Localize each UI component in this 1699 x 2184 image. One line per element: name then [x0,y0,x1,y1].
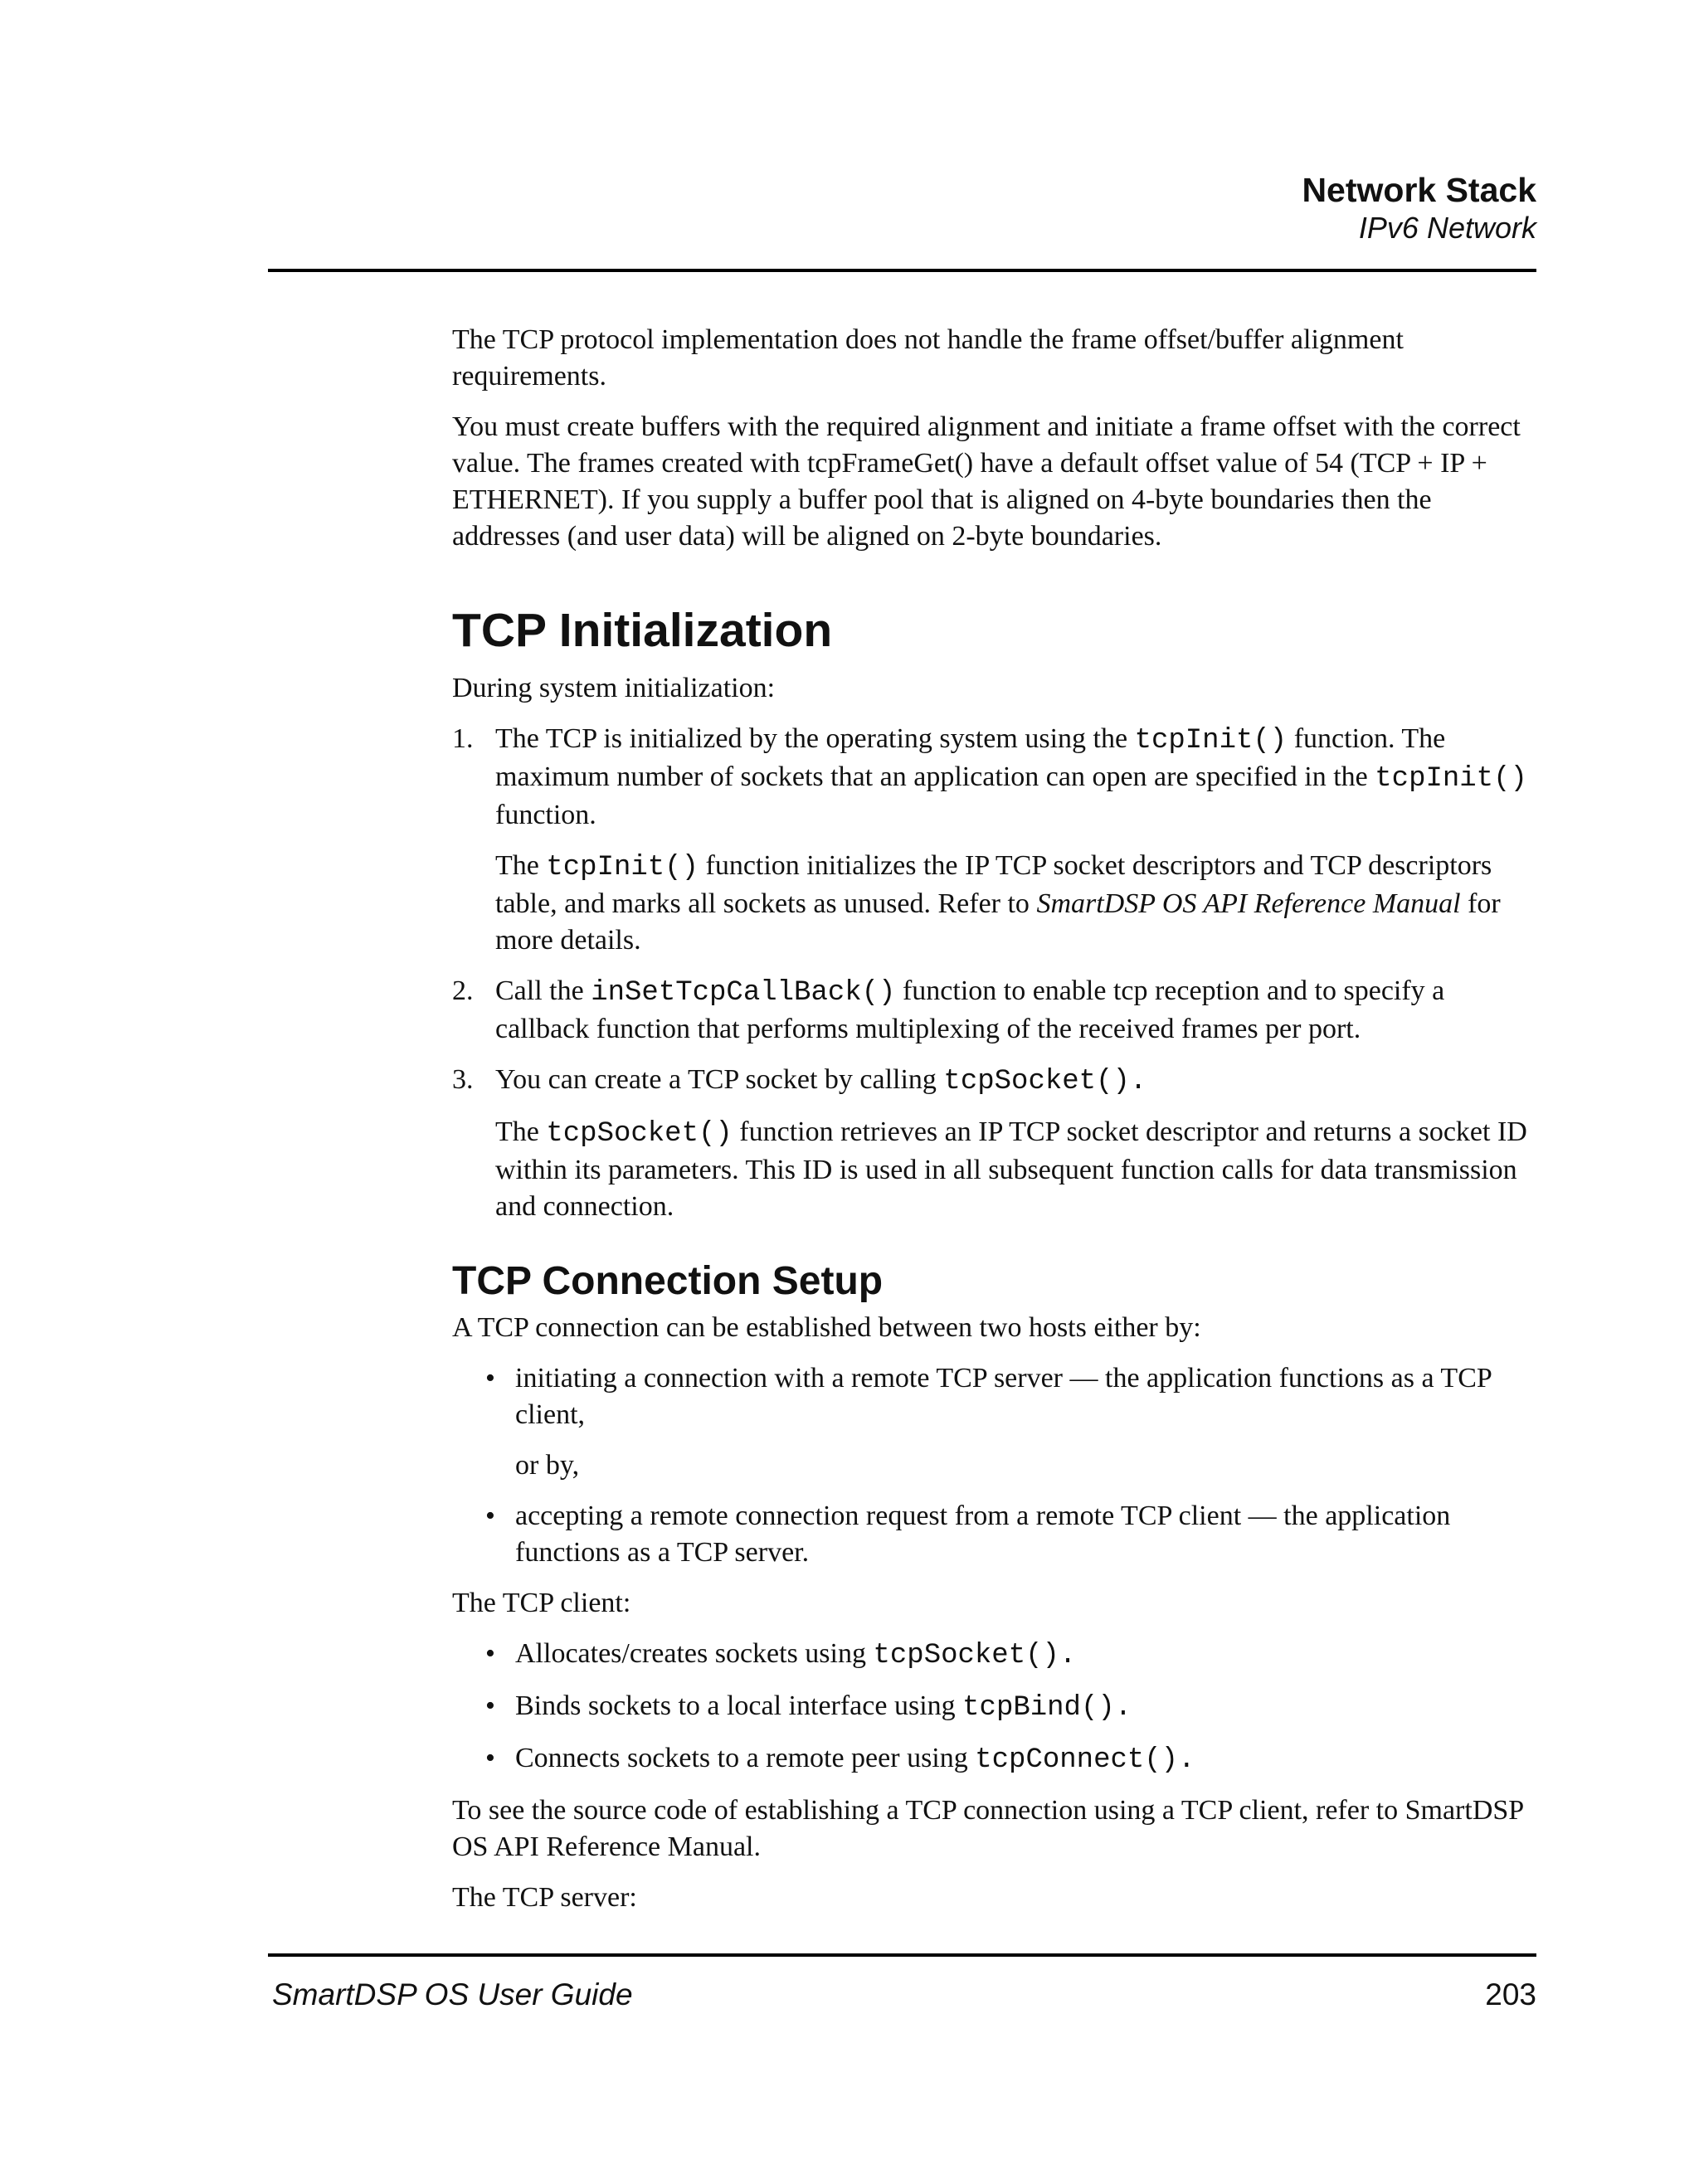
tcp-initialization-heading: TCP Initialization [452,604,833,657]
init-step-2 [452,973,1539,1048]
connection-modes-list-2 [452,1498,1539,1571]
chapter-title: Network Stack [1302,171,1536,209]
tcp-connection-setup-heading: TCP Connection Setup [452,1259,884,1303]
list-item-text: Allocates/creates sockets using tcpSocket(). [515,1638,1077,1671]
list-item-text: accepting a remote connection request from a remote TCP client — the application functions as a TCP server. [515,1501,1451,1568]
server-lead: The TCP server: [452,1882,637,1913]
code-tcpinit: tcpInit() [1375,763,1527,795]
connection-modes-list [452,1360,1539,1433]
init-step-3 [452,1062,1539,1225]
header-rule [268,269,1536,272]
code-insettcpcallback: inSetTcpCallBack() [591,977,896,1009]
list-item [452,1688,1539,1726]
list-item [452,1360,1539,1433]
step-text: You can create a TCP socket by calling tcpSocket(). [495,1064,1147,1097]
page-header [1302,170,1536,246]
init-step-1 [452,721,1539,959]
bullet-icon: • [485,1501,495,1531]
page-number: 203 [1485,1977,1536,2011]
list-item [452,1498,1539,1571]
bullet-icon: • [485,1638,495,1669]
code-tcpsocket: tcpSocket(). [943,1066,1147,1097]
init-steps [452,721,1539,1225]
code-tcpinit: tcpInit() [1134,725,1288,756]
step-number: 1. [452,723,474,754]
manual-reference: SmartDSP OS API Reference Manual [1036,888,1461,919]
bullet-icon: • [485,1743,495,1773]
code-tcpbind: tcpBind(). [962,1692,1132,1724]
list-item [452,1636,1539,1674]
section-title: IPv6 Network [1358,211,1536,245]
list-item-text: Connects sockets to a remote peer using tcpConnect(). [515,1743,1195,1776]
page-content [452,322,1539,1930]
client-lead: The TCP client: [452,1588,631,1618]
code-tcpinit: tcpInit() [546,852,699,883]
step-subtext: The tcpInit() function initializes the IP TCP socket descriptors and TCP descriptors table, and marks all sockets as unused. Refer to SmartDSP OS API Reference Manual for more details. [495,850,1501,956]
setup-lead: A TCP connection can be established between two hosts either by: [452,1312,1201,1343]
footer-rule [268,1953,1536,1957]
step-text: Call the inSetTcpCallBack() function to enable tcp reception and to specify a callback function that performs multiplexing of the received frames per port. [495,975,1445,1044]
code-tcpsocket: tcpSocket() [546,1118,733,1150]
bullet-icon: • [485,1363,495,1394]
source-note: To see the source code of establishing a TCP connection using a TCP client, refer to SmartDSP OS API Reference Manual. [452,1795,1523,1862]
init-lead: During system initialization: [452,673,776,703]
footer-title: SmartDSP OS User Guide [272,1977,633,2011]
step-text: The TCP is initialized by the operating system using the tcpInit() function. The maximum number of sockets that an application can open are specified in the tcpInit() function. [495,723,1527,830]
code-tcpsocket: tcpSocket(). [873,1640,1077,1671]
intro-paragraph-2: You must create buffers with the required alignment and initiate a frame offset with the correct value. The frames created with tcpFrameGet() have a default offset value of 54 (TCP + IP + ETHERNET). If you supply a buffer pool that is aligned on 4-byte boundaries then the addresses (and user data) will be aligned on 2-byte boundaries. [452,411,1521,552]
client-steps-list [452,1636,1539,1778]
or-by-text: or by, [515,1450,580,1481]
list-item-text: Binds sockets to a local interface using tcpBind(). [515,1690,1132,1724]
code-tcpconnect: tcpConnect(). [975,1744,1195,1776]
bullet-icon: • [485,1690,495,1721]
step-number: 2. [452,975,474,1006]
intro-paragraph-1: The TCP protocol implementation does not handle the frame offset/buffer alignment requirements. [452,324,1404,392]
step-subtext: The tcpSocket() function retrieves an IP TCP socket descriptor and returns a socket ID within its parameters. This ID is used in all subsequent function calls for data transmission and connection. [495,1116,1527,1222]
list-item [452,1740,1539,1778]
list-item-text: initiating a connection with a remote TCP server — the application functions as a TCP client, [515,1363,1492,1430]
step-number: 3. [452,1064,474,1095]
